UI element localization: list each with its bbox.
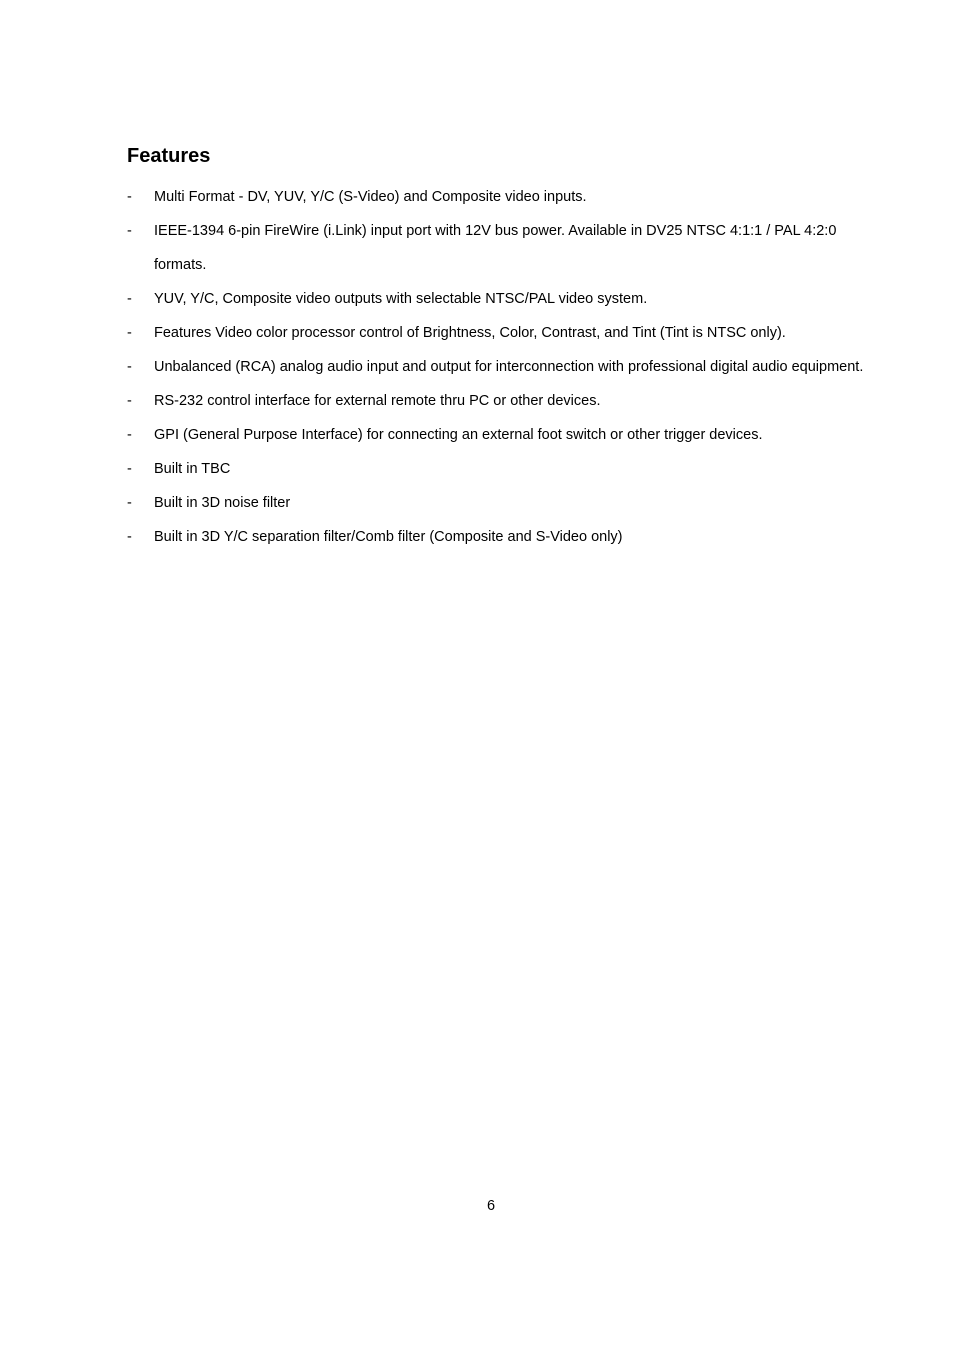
bullet-dash: -: [127, 461, 132, 477]
feature-item: [127, 316, 867, 350]
feature-item: [127, 418, 867, 452]
bullet-dash: -: [127, 223, 132, 239]
feature-item: [127, 214, 867, 282]
feature-item: [127, 282, 867, 316]
feature-item: [127, 180, 867, 214]
feature-text: Built in TBC: [154, 461, 231, 477]
feature-item: [127, 486, 867, 520]
bullet-dash: -: [127, 291, 132, 307]
section-heading: Features: [127, 145, 211, 167]
bullet-dash: -: [127, 495, 132, 511]
feature-text: YUV, Y/C, Composite video outputs with selectable NTSC/PAL video system.: [154, 291, 648, 307]
feature-item: [127, 384, 867, 418]
bullet-dash: -: [127, 189, 132, 205]
feature-text: Built in 3D Y/C separation filter/Comb filter (Composite and S-Video only): [154, 529, 623, 545]
feature-text: Unbalanced (RCA) analog audio input and output for interconnection with professional digital audio equipment.: [154, 359, 864, 375]
feature-text: Multi Format - DV, YUV, Y/C (S-Video) and Composite video inputs.: [154, 189, 587, 205]
feature-text: RS-232 control interface for external remote thru PC or other devices.: [154, 393, 601, 409]
page-number: 6: [486, 1198, 496, 1214]
bullet-dash: -: [127, 393, 132, 409]
feature-item: [127, 452, 867, 486]
feature-item: [127, 520, 867, 554]
bullet-dash: -: [127, 427, 132, 443]
feature-text: GPI (General Purpose Interface) for connecting an external foot switch or other trigger devices.: [154, 427, 763, 443]
feature-item: [127, 350, 867, 384]
feature-text: Built in 3D noise filter: [154, 495, 291, 511]
bullet-dash: -: [127, 529, 132, 545]
feature-text: IEEE-1394 6-pin FireWire (i.Link) input port with 12V bus power. Available in DV25 NTSC 4:1:1 / PAL 4:2:0 formats.: [154, 223, 837, 273]
feature-text: Features Video color processor control of Brightness, Color, Contrast, and Tint (Tint is NTSC only).: [154, 325, 786, 341]
bullet-dash: -: [127, 325, 132, 341]
feature-list: [127, 180, 867, 554]
bullet-dash: -: [127, 359, 132, 375]
